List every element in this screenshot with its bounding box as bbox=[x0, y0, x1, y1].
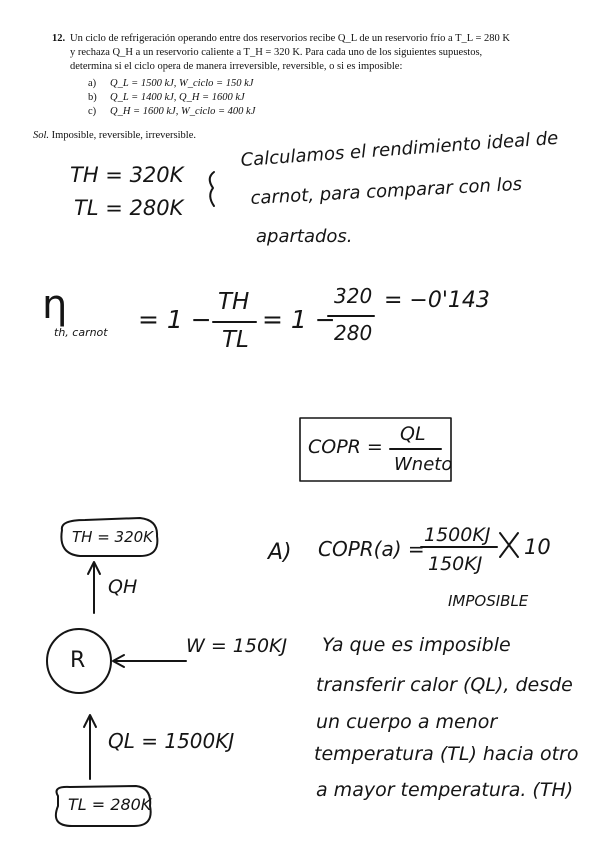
reason-line-4: temperatura (TL) hacia otro bbox=[314, 743, 579, 765]
work-label: W = 150KJ bbox=[186, 635, 288, 657]
comment-line-3: apartados. bbox=[256, 226, 353, 247]
eq-result: = −0'143 bbox=[384, 288, 490, 313]
comment-line-2: carnot, para comparar con los bbox=[250, 173, 523, 209]
problem-line-3: determina si el ciclo opera de manera irreversible, reversible, o si es imposible: bbox=[70, 61, 403, 72]
hot-reservoir-label: TH = 320K bbox=[72, 528, 154, 546]
eta-symbol: η bbox=[42, 282, 68, 328]
reason-line-3: un cuerpo a menor bbox=[316, 711, 498, 733]
eq-part-2: = 1 − bbox=[262, 305, 336, 334]
part-a-verdict: IMPOSIBLE bbox=[448, 592, 529, 610]
option-label-b: b) bbox=[88, 92, 97, 103]
reason-line-1: Ya que es imposible bbox=[322, 634, 511, 656]
problem-number: 12. bbox=[52, 33, 66, 44]
option-text-a: Q_L = 1500 kJ, W_ciclo = 150 kJ bbox=[110, 78, 254, 89]
option-label-c: c) bbox=[88, 106, 97, 117]
fraction-num-2: 320 bbox=[334, 284, 373, 308]
box-numerator: QL bbox=[400, 423, 426, 445]
problem-line-1: Un ciclo de refrigeración operando entre dos reservorios recibe Q_L de un reservorio frío a T_L = 280 K bbox=[70, 33, 510, 44]
eq-part-1: = 1 − bbox=[138, 305, 212, 334]
qh-label: QH bbox=[108, 576, 138, 598]
given-th: TH = 320K bbox=[70, 163, 184, 187]
reason-line-5: a mayor temperatura. (TH) bbox=[316, 779, 574, 801]
eta-subscript: th, carnot bbox=[54, 326, 108, 339]
option-text-c: Q_H = 1600 kJ, W_ciclo = 400 kJ bbox=[110, 106, 256, 117]
solution-text: Imposible, reversible, irreversible. bbox=[51, 130, 196, 141]
part-a-result: 10 bbox=[524, 535, 551, 559]
part-a-lhs: COPR(a) = bbox=[318, 537, 425, 561]
box-cop-label: COPR = bbox=[308, 436, 383, 458]
fraction-den-1: TL bbox=[222, 327, 249, 353]
part-a-denominator: 150KJ bbox=[428, 553, 483, 575]
refrigerator-label: R bbox=[70, 648, 86, 673]
ql-label: QL = 1500KJ bbox=[108, 729, 235, 753]
problem-line-2: y rechaza Q_H a un reservorio caliente a T_H = 320 K. Para cada uno de los siguientes supuestos, bbox=[70, 47, 483, 58]
reason-line-2: transferir calor (QL), desde bbox=[316, 674, 573, 696]
part-a-numerator: 1500KJ bbox=[424, 524, 491, 546]
cold-reservoir-label: TL = 280K bbox=[68, 795, 152, 814]
box-denominator: Wneto bbox=[394, 454, 453, 475]
part-a-label: A) bbox=[268, 540, 292, 565]
brace-mark bbox=[210, 172, 214, 206]
option-text-b: Q_L = 1400 kJ, Q_H = 1600 kJ bbox=[110, 92, 245, 103]
given-tl: TL = 280K bbox=[74, 196, 184, 220]
fraction-den-2: 280 bbox=[334, 321, 373, 345]
comment-line-1: Calculamos el rendimiento ideal de bbox=[240, 127, 559, 171]
option-label-a: a) bbox=[88, 78, 97, 89]
fraction-num-1: TH bbox=[218, 289, 250, 315]
solution-label: Sol. bbox=[33, 130, 50, 141]
